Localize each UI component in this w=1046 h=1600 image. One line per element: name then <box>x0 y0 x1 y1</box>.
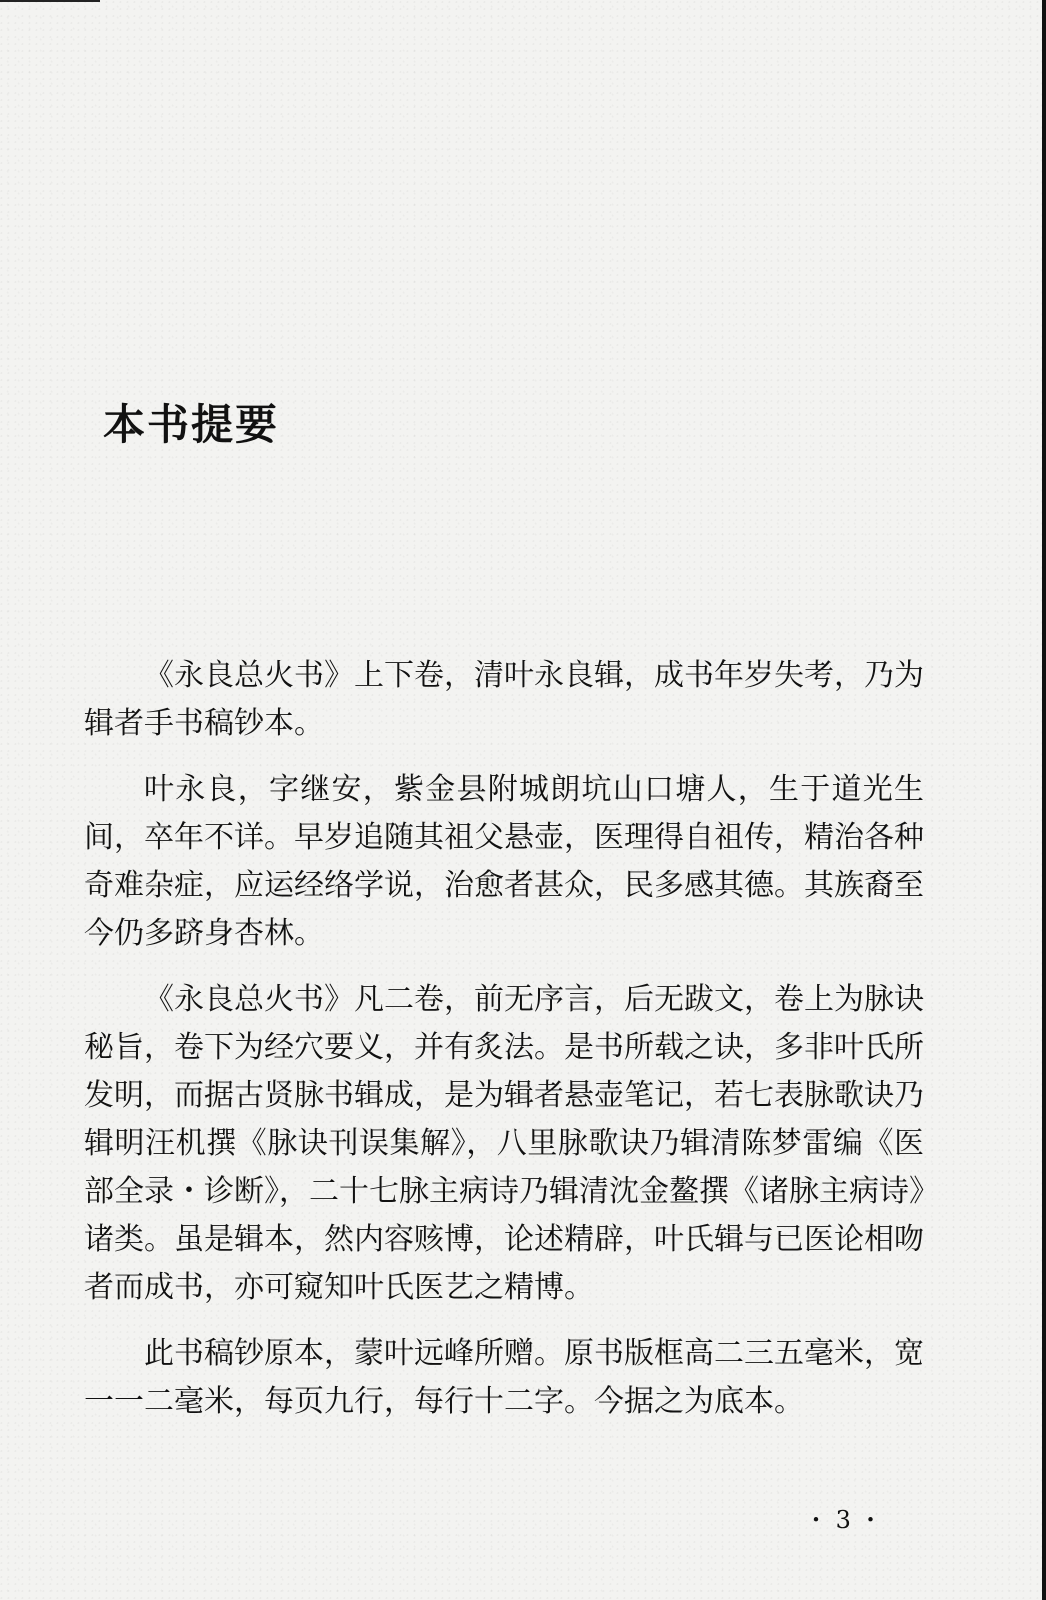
body-text <box>84 652 924 1444</box>
page-title: 本书提要 <box>103 400 280 449</box>
page-number: ・ 3 ・ <box>804 1506 883 1534</box>
scan-edge-right <box>1042 0 1046 1600</box>
paragraph-1: 《永良总火书》上下卷，清叶永良辑，成书年岁失考，乃为辑者手书稿钞本。 <box>84 658 924 741</box>
paragraph-3: 《永良总火书》凡二卷，前无序言，后无跋文，卷上为脉诀秘旨，卷下为经穴要义，并有炙法。是书所载之诀，多非叶氏所发明，而据古贤脉书辑成，是为辑者悬壶笔记，若七表脉歌诀乃辑明汪机撰《脉诀刊误集解》，八里脉歌诀乃辑清陈梦雷编《医部全录・诊断》，二十七脉主病诗乃辑清沈金鳌撰《诸脉主病诗》诸类。虽是辑本，然内容赅博，论述精辟，叶氏辑与已医论相吻者而成书，亦可窥知叶氏医艺之精博。 <box>84 982 924 1305</box>
paragraph-4: 此书稿钞原本，蒙叶远峰所赠。原书版框高二三五毫米，宽一一二毫米，每页九行，每行十二字。今据之为底本。 <box>84 1336 924 1419</box>
scan-edge-top <box>0 0 100 2</box>
paragraph-2: 叶永良，字继安，紫金县附城朗坑山口塘人，生于道光生间，卒年不详。早岁追随其祖父悬壶，医理得自祖传，精治各种奇难杂症，应运经络学说，治愈者甚众，民多感其德。其族裔至今仍多跻身杏林。 <box>84 772 924 951</box>
